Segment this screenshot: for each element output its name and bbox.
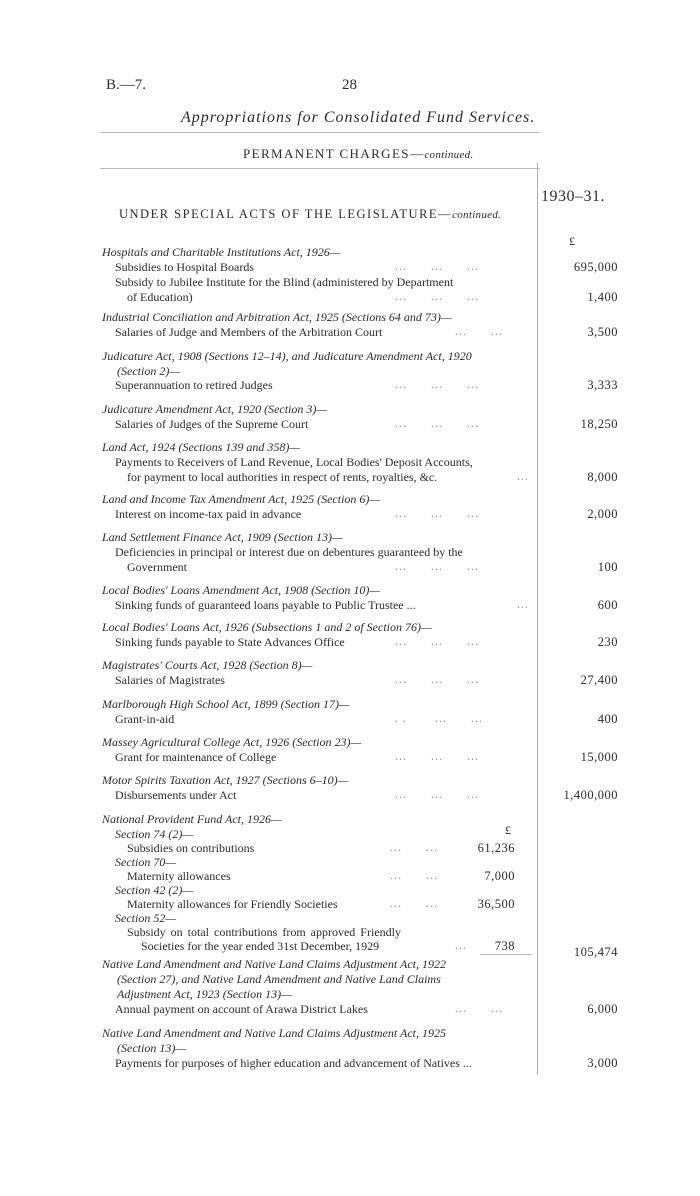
item-jubilee-institute-cont: of Education) — [127, 290, 193, 304]
sub-currency-symbol: £ — [505, 823, 511, 837]
item-massey-grant: Grant for maintenance of College — [115, 750, 277, 764]
title-rule — [100, 132, 540, 133]
item-hospital-boards: Subsidies to Hospital Boards — [115, 260, 255, 274]
item-income-tax-interest: Interest on income-tax paid in advance — [115, 507, 302, 521]
act-title-land: Land Act, 1924 (Sections 139 and 358)— — [102, 440, 301, 454]
item-maternity-friendly-societies: Maternity allowances for Friendly Societies — [127, 897, 338, 911]
item-marlborough-grant: Grant-in-aid — [115, 712, 175, 726]
amount-jubilee-institute: 1,400 — [587, 290, 618, 304]
item-debenture-deficiencies-cont: Government — [127, 560, 187, 574]
leader-dots: ... ... — [455, 1001, 503, 1015]
section-heading: UNDER SPECIAL ACTS OF THE LEGISLATURE—continued. — [119, 207, 502, 221]
amount-state-advances-sinking: 230 — [597, 635, 618, 649]
act-title-land-income-tax: Land and Income Tax Amendment Act, 1925 (Section 6)— — [102, 492, 381, 506]
amount-massey-grant: 15,000 — [580, 750, 618, 764]
sub-section-42: Section 42 (2)— — [115, 883, 193, 897]
act-title-motor-spirits: Motor Spirits Taxation Act, 1927 (Sections 6–10)— — [102, 773, 349, 787]
leader-dots: ... ... — [455, 324, 503, 338]
amount-hospital-boards: 695,000 — [573, 260, 618, 274]
amount-superannuation-judges: 3,333 — [587, 378, 618, 392]
amount-arbitration-court: 3,500 — [587, 325, 618, 339]
act-title-judicature-cont: (Section 2)— — [117, 364, 180, 378]
amount-arawa-lakes: 6,000 — [587, 1002, 618, 1016]
act-title-marlborough: Marlborough High School Act, 1899 (Section 17)— — [102, 697, 350, 711]
item-subsidies-contributions: Subsidies on contributions — [127, 841, 255, 855]
act-title-judicature-amendment: Judicature Amendment Act, 1920 (Section 3)— — [102, 402, 328, 416]
leader-dots: ... ... ... — [395, 787, 479, 801]
amount-higher-education-natives: 3,000 — [587, 1056, 618, 1070]
amount-public-trustee-sinking: 600 — [597, 598, 618, 612]
act-title-native-1922-cont2: Adjustment Act, 1923 (Section 13)— — [117, 987, 292, 1001]
amount-maternity-friendly-societies: 36,500 — [477, 897, 515, 911]
act-title-land-settlement: Land Settlement Finance Act, 1909 (Section 13)— — [102, 530, 343, 544]
amount-marlborough-grant: 400 — [597, 712, 618, 726]
amount-maternity-allowances: 7,000 — [484, 869, 515, 883]
subtitle-rule — [100, 168, 540, 169]
page-reference: B.—7. — [106, 77, 147, 93]
leader-dots: ... — [517, 469, 529, 483]
leader-dots: ... ... ... — [395, 749, 479, 763]
item-arbitration-court: Salaries of Judge and Members of the Arbitration Court — [115, 325, 383, 339]
amount-land-revenue-payments: 8,000 — [587, 470, 618, 484]
act-title-native-1922: Native Land Amendment and Native Land Claims Adjustment Act, 1922 — [102, 957, 446, 971]
leader-dots: ... ... ... — [395, 506, 479, 520]
item-arawa-lakes: Annual payment on account of Arawa District Lakes — [115, 1002, 368, 1016]
leader-dots: . . ... ... — [395, 711, 483, 725]
act-title-massey: Massey Agricultural College Act, 1926 (Section 23)— — [102, 735, 362, 749]
act-title-native-1925: Native Land Amendment and Native Land Claims Adjustment Act, 1925 — [102, 1026, 446, 1040]
amount-column-divider — [537, 163, 538, 1075]
leader-dots: ... ... ... — [395, 416, 479, 430]
amount-subsidies-contributions: 61,236 — [477, 841, 515, 855]
item-subsidy-friendly-cont: Societies for the year ended 31st December, 1929 — [141, 939, 380, 953]
item-state-advances-sinking: Sinking funds payable to State Advances Office — [115, 635, 345, 649]
act-title-local-loans-amendment: Local Bodies' Loans Amendment Act, 1908 (Section 10)— — [102, 583, 381, 597]
column-year-heading: 1930–31. — [541, 188, 605, 205]
item-subsidy-friendly: Subsidy on total contributions from approved Friendly — [127, 925, 401, 939]
leader-dots: ... ... ... — [395, 377, 479, 391]
item-superannuation-judges: Superannuation to retired Judges — [115, 378, 273, 392]
item-land-revenue-payments-cont: for payment to local authorities in respect of rents, royalties, &c. — [127, 470, 438, 484]
act-title-judicature: Judicature Act, 1908 (Sections 12–14), and Judicature Amendment Act, 1920 — [102, 349, 472, 363]
amount-debenture-deficiencies: 100 — [597, 560, 618, 574]
amount-supreme-court-judges: 18,250 — [580, 417, 618, 431]
sub-section-70: Section 70— — [115, 855, 176, 869]
amount-income-tax-interest: 2,000 — [587, 507, 618, 521]
act-title-hospitals: Hospitals and Charitable Institutions Act, 1926— — [102, 245, 341, 259]
item-higher-education-natives: Payments for purposes of higher education and advancement of Natives ... — [115, 1056, 472, 1070]
amount-motor-disbursements: 1,400,000 — [563, 788, 618, 802]
item-land-revenue-payments: Payments to Receivers of Land Revenue, Local Bodies' Deposit Accounts, — [115, 455, 473, 469]
leader-dots: ... — [455, 938, 467, 952]
sub-section-52: Section 52— — [115, 911, 176, 925]
leader-dots: ... ... ... — [395, 672, 479, 686]
act-title-national-provident: National Provident Fund Act, 1926— — [102, 812, 282, 826]
leader-dots: ... ... ... — [395, 259, 479, 273]
leader-dots: ... ... ... — [395, 289, 479, 303]
act-title-native-1922-cont: (Section 27), and Native Land Amendment and Native Land Claims — [117, 972, 441, 986]
item-debenture-deficiencies: Deficiencies in principal or interest due on debentures guaranteed by the — [115, 545, 463, 559]
page-title: Appropriations for Consolidated Fund Services. — [181, 109, 536, 126]
item-supreme-court-judges: Salaries of Judges of the Supreme Court — [115, 417, 309, 431]
page-subtitle: PERMANENT CHARGES—continued. — [243, 146, 474, 161]
amount-national-provident-total: 105,474 — [573, 945, 618, 959]
leader-dots: ... ... — [390, 896, 438, 910]
page-number: 28 — [342, 77, 357, 93]
leader-dots: ... — [517, 597, 529, 611]
act-title-industrial: Industrial Conciliation and Arbitration Act, 1925 (Sections 64 and 73)— — [102, 310, 452, 324]
currency-symbol: £ — [569, 234, 575, 248]
item-motor-disbursements: Disbursements under Act — [115, 788, 237, 802]
item-jubilee-institute: Subsidy to Jubilee Institute for the Blind (administered by Department — [115, 275, 454, 289]
item-maternity-allowances: Maternity allowances — [127, 869, 231, 883]
act-title-local-loans: Local Bodies' Loans Act, 1926 (Subsections 1 and 2 of Section 76)— — [102, 620, 432, 634]
act-title-magistrates: Magistrates' Courts Act, 1928 (Section 8)— — [102, 658, 313, 672]
act-title-native-1925-cont: (Section 13)— — [117, 1041, 186, 1055]
sub-section-74: Section 74 (2)— — [115, 827, 193, 841]
leader-dots: ... ... ... — [395, 559, 479, 573]
leader-dots: ... ... ... — [395, 634, 479, 648]
amount-subsidy-friendly: 738 — [494, 939, 515, 953]
subtotal-rule — [480, 954, 532, 955]
item-public-trustee-sinking: Sinking funds of guaranteed loans payable to Public Trustee ... — [115, 598, 416, 612]
amount-magistrates-salaries: 27,400 — [580, 673, 618, 687]
leader-dots: ... ... — [390, 868, 438, 882]
leader-dots: ... ... — [390, 840, 438, 854]
item-magistrates-salaries: Salaries of Magistrates — [115, 673, 225, 687]
